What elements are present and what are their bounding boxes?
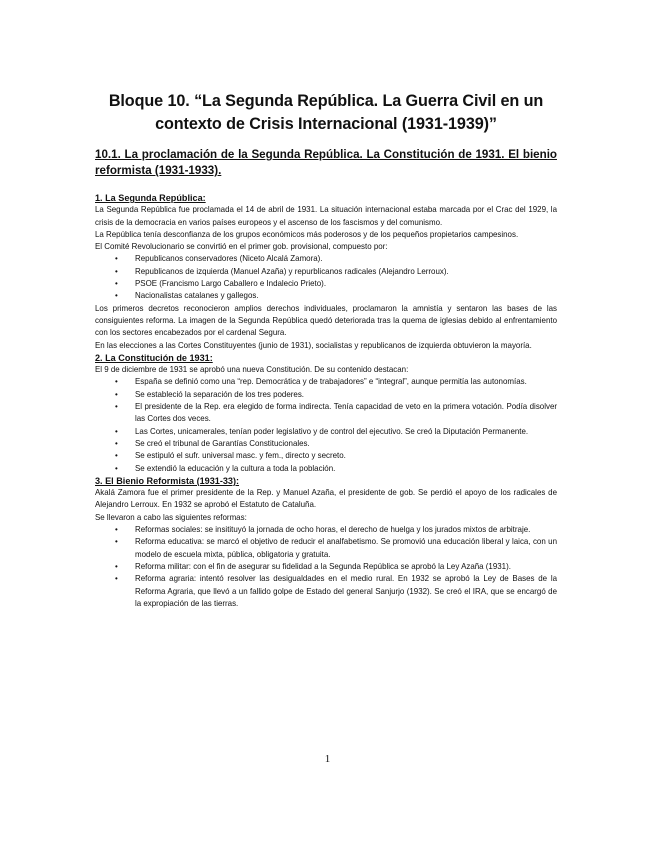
document-title — [95, 90, 557, 136]
paragraph: Los primeros decretos reconocieron amplios derechos individuales, proclamaron la amnistía y sentaron las bases de las consiguientes reforma. La imagen de la Segunda República quedó deteriorada tras la quema de iglesias debido al enfrentamiento con los sectores encabezados por el cardenal Segura. — [95, 303, 557, 338]
list-item-text: Reforma agraria: intentó resolver las desigualdades en el medio rural. En 1932 se aprobó la Ley de Bases de la Reforma Agraria, que llevó a un fallido golpe de Estado del general Sanjurjo (1932). Se creó el IRA, que se encargó de la expropiación de las tierras. — [135, 574, 557, 608]
bullet-list — [95, 376, 557, 474]
bullet-icon: • — [115, 451, 118, 461]
list-item — [95, 389, 557, 401]
title-line-2: contexto de Crisis Internacional (1931-1939)” — [155, 115, 497, 133]
list-item-text: PSOE (Francismo Largo Caballero e Indalecio Prieto). — [135, 279, 327, 289]
paragraph: La Segunda República fue proclamada el 14 de abril de 1931. La situación internacional estaba marcada por el Crac del 1929, la crisis de la democracia en varios países europeos y el ascenso de los fascismos y del comunismo. — [95, 205, 557, 227]
list-item-text: Reforma militar: con el fin de asegurar su fidelidad a la Segunda República se aprobó la Ley Azaña (1931). — [135, 561, 511, 571]
paragraph: El Comité Revolucionario se convirtió en el primer gob. provisional, compuesto por: — [95, 242, 388, 252]
bullet-icon: • — [115, 402, 118, 412]
list-item — [95, 463, 557, 475]
list-item-text: Se estableció la separación de los tres poderes. — [135, 389, 304, 399]
list-item — [95, 524, 557, 536]
list-item — [95, 401, 557, 426]
list-item — [95, 450, 557, 462]
bullet-icon: • — [115, 438, 118, 448]
list-item — [95, 278, 557, 290]
paragraph: Akalá Zamora fue el primer presidente de la Rep. y Manuel Azaña, el presidente de gob. Se perdió el apoyo de los radicales de Alejandro Lerroux. En 1932 se aprobó el Estatuto de Cataluña. — [95, 488, 557, 510]
section-heading: 1. La Segunda República: — [95, 193, 206, 203]
bullet-icon: • — [115, 266, 118, 276]
list-item-text: Republicanos conservadores (Niceto Alcalá Zamora). — [135, 254, 323, 264]
bullet-icon: • — [115, 574, 118, 584]
bullet-icon: • — [115, 463, 118, 473]
list-item — [95, 253, 557, 265]
bullet-icon: • — [115, 561, 118, 571]
document-body — [95, 192, 557, 610]
bullet-icon: • — [115, 377, 118, 387]
list-item — [95, 561, 557, 573]
section-heading: 2. La Constitución de 1931: — [95, 352, 213, 363]
bullet-icon: • — [115, 426, 118, 436]
list-item — [95, 438, 557, 450]
bullet-icon: • — [115, 525, 118, 535]
paragraph: En las elecciones a las Cortes Constituyentes (junio de 1931), socialistas y republicanos de izquierda obtuvieron la mayoría. — [95, 340, 532, 350]
bullet-list — [95, 524, 557, 610]
bullet-list — [95, 253, 557, 302]
list-item — [95, 290, 557, 302]
bullet-icon: • — [115, 291, 118, 301]
list-item-text: Reforma educativa: se marcó el objetivo de reducir el analfabetismo. Se promovió una educación liberal y laica, con un modelo de escuela mixta, pública, obligatoria y gratuita. — [135, 537, 557, 559]
bullet-icon: • — [115, 254, 118, 264]
paragraph: El 9 de diciembre de 1931 se aprobó una nueva Constitución. De su contenido destacan: — [95, 365, 409, 375]
list-item-text: El presidente de la Rep. era elegido de forma indirecta. Tenía capacidad de veto en la primera votación. Podía disolver las Cortes dos veces. — [135, 402, 557, 424]
list-item — [95, 266, 557, 278]
title-line-1: Bloque 10. “La Segunda República. La Guerra Civil en un — [108, 92, 544, 110]
list-item — [95, 573, 557, 610]
list-item — [95, 426, 557, 438]
document-page — [95, 90, 557, 610]
page-number: 1 — [324, 753, 331, 765]
bullet-icon: • — [115, 537, 118, 547]
list-item-text: Las Cortes, unicamerales, tenían poder legislativo y de control del ejecutivo. Se creó la Diputación Permanente. — [135, 426, 529, 436]
list-item-text: Se creó el tribunal de Garantías Constitucionales. — [135, 438, 310, 448]
section-heading: 3. El Bienio Reformista (1931-33): — [95, 475, 240, 486]
list-item-text: Republicanos de izquierda (Manuel Azaña) y repurblicanos radicales (Alejandro Lerroux). — [135, 266, 449, 276]
list-item-text: Reformas sociales: se insitituyó la jornada de ocho horas, el derecho de huelga y los jurados mixtos de arbitraje. — [135, 525, 531, 535]
list-item-text: Se extendió la educación y la cultura a toda la población. — [135, 463, 336, 473]
bullet-icon: • — [115, 279, 118, 289]
paragraph: Se llevaron a cabo las siguientes reformas: — [95, 512, 247, 522]
list-item-text: Se estipuló el sufr. universal masc. y fem., directo y secreto. — [135, 451, 346, 461]
bullet-icon: • — [115, 389, 118, 399]
list-item-text: Nacionalistas catalanes y gallegos. — [135, 291, 259, 301]
list-item-text: España se definió como una “rep. Democrática y de trabajadores” e “integral”, aunque permitía las autonomías. — [135, 377, 527, 387]
document-subtitle: 10.1. La proclamación de la Segunda República. La Constitución de 1931. El bienio reformista (1931-1933). — [95, 148, 557, 177]
list-item — [95, 376, 557, 388]
list-item — [95, 536, 557, 561]
paragraph: La República tenía desconfianza de los grupos económicos más poderosos y de los pequeños propietarios campesinos. — [95, 229, 519, 239]
